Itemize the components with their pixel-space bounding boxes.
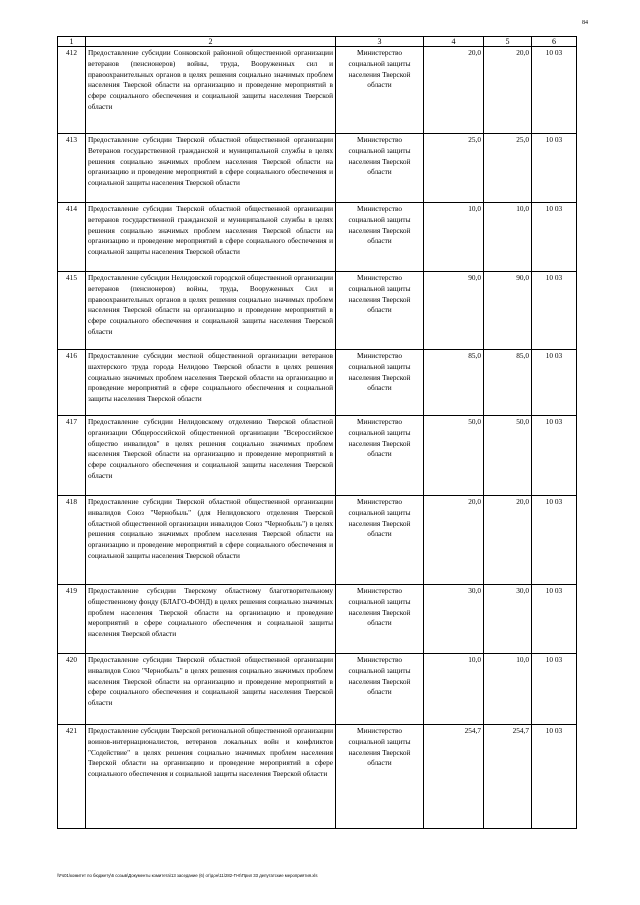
- row-description: Предоставление субсидии Тверской региональной общественной организации воинов-интернационалистов, ветеранов локальных войн и конфликтов "Содействие" в целях решения социально значимых проблем населения Тверской области на организацию и проведение мероприятий в сфере социального обеспечения и социальной защиты населения Тверской области: [86, 725, 336, 829]
- row-amount-1: 25,0: [424, 134, 484, 203]
- budget-table: [57, 36, 577, 829]
- row-amount-1: 20,0: [424, 47, 484, 134]
- table-row: [58, 47, 577, 134]
- row-amount-2: 10,0: [484, 654, 532, 725]
- column-header-6: 6: [532, 37, 577, 47]
- table-row: [58, 203, 577, 272]
- row-description: Предоставление субсидии Сонковской районной общественной организации ветеранов (пенсионеров) войны, труда, Вооруженных сил и правоохранительных органов в целях решения социально значимых проблем населения Тверской области на организацию и проведение мероприятий в сфере социального обеспечения и социальной защиты населения Тверской области: [86, 47, 336, 134]
- table-header-row: [58, 37, 577, 47]
- row-number: 420: [58, 654, 86, 725]
- row-amount-2: 90,0: [484, 272, 532, 350]
- row-number: 419: [58, 585, 86, 654]
- row-amount-2: 20,0: [484, 47, 532, 134]
- row-amount-2: 25,0: [484, 134, 532, 203]
- row-description: Предоставление субсидии Тверскому областному благотворительному общественному фонду (БЛАГО-ФОНД) в целях решения социально значимых проблем населения Тверской области на организацию и проведение мероприятий в сфере социального обеспечения и социальной защиты населения Тверской области: [86, 585, 336, 654]
- row-code: 10 03: [532, 203, 577, 272]
- row-organization: Министерство социальной защиты населения Тверской области: [336, 416, 424, 496]
- row-description: Предоставление субсидии Тверской областной общественной организации ветеранов государственной гражданской и муниципальной службы в целях решения социально значимых проблем населения Тверской области на организацию и проведение мероприятий в сфере социального обеспечения и социальной защиты населения Тверской области: [86, 203, 336, 272]
- row-description: Предоставление субсидии Нелидовской городской общественной организации ветеранов (пенсионеров) войны, труда, Вооруженных Сил и правоохранительных органов в целях решения социально значимых проблем населения Тверской области на организацию и проведение мероприятий в сфере социального обеспечения и социальной защиты населения Тверской области: [86, 272, 336, 350]
- row-amount-1: 10,0: [424, 203, 484, 272]
- row-description: Предоставление субсидии Тверской областной общественной организации Ветеранов государственной гражданской и муниципальной службы в целях решения социально значимых проблем населения Тверской области на организацию и проведение мероприятий в сфере социального обеспечения и социальной защиты населения Тверской области: [86, 134, 336, 203]
- row-description: Предоставление субсидии Тверской областной общественной организации инвалидов Союз "Чернобыль" в целях решения социально значимых проблем населения Тверской области на организацию и проведение мероприятий в сфере социального обеспечения и социальной защиты населения Тверской области: [86, 654, 336, 725]
- row-amount-2: 254,7: [484, 725, 532, 829]
- row-organization: Министерство социальной защиты населения Тверской области: [336, 272, 424, 350]
- row-code: 10 03: [532, 416, 577, 496]
- row-organization: Министерство социальной защиты населения Тверской области: [336, 134, 424, 203]
- row-description: Предоставление субсидии Нелидовскому отделению Тверской областной организации Общероссийской общественной организации "Всероссийское общество инвалидов" в целях решения социально значимых проблем населения Тверской области на организацию и проведение мероприятий в сфере социального обеспечения и социальной защиты населения Тверской области: [86, 416, 336, 496]
- column-header-4: 4: [424, 37, 484, 47]
- row-code: 10 03: [532, 134, 577, 203]
- row-organization: Министерство социальной защиты населения Тверской области: [336, 725, 424, 829]
- row-amount-1: 85,0: [424, 350, 484, 416]
- row-number: 417: [58, 416, 86, 496]
- row-amount-2: 50,0: [484, 416, 532, 496]
- row-amount-1: 20,0: [424, 496, 484, 585]
- row-organization: Министерство социальной защиты населения Тверской области: [336, 203, 424, 272]
- row-amount-2: 10,0: [484, 203, 532, 272]
- table-row: [58, 350, 577, 416]
- row-amount-2: 30,0: [484, 585, 532, 654]
- row-amount-1: 90,0: [424, 272, 484, 350]
- table-row: [58, 134, 577, 203]
- row-code: 10 03: [532, 47, 577, 134]
- row-code: 10 03: [532, 350, 577, 416]
- table-row: [58, 416, 577, 496]
- row-number: 415: [58, 272, 86, 350]
- row-code: 10 03: [532, 725, 577, 829]
- row-amount-1: 50,0: [424, 416, 484, 496]
- row-organization: Министерство социальной защиты населения Тверской области: [336, 496, 424, 585]
- file-path-footer: \\Fs01\комитет по бюджету\6 созыв\Документы комитета\13 заседание (6) от\дон\11\282-П-6\Прил 33 депутатские мероприятия.xls: [57, 873, 318, 878]
- row-number: 416: [58, 350, 86, 416]
- column-header-3: 3: [336, 37, 424, 47]
- row-amount-1: 30,0: [424, 585, 484, 654]
- column-header-1: 1: [58, 37, 86, 47]
- row-number: 421: [58, 725, 86, 829]
- row-organization: Министерство социальной защиты населения Тверской области: [336, 47, 424, 134]
- row-code: 10 03: [532, 585, 577, 654]
- row-amount-1: 10,0: [424, 654, 484, 725]
- row-organization: Министерство социальной защиты населения Тверской области: [336, 585, 424, 654]
- table-row: [58, 654, 577, 725]
- row-number: 418: [58, 496, 86, 585]
- page-number: 84: [582, 20, 588, 26]
- row-description: Предоставление субсидии Тверской областной общественной организации инвалидов Союз "Чернобыль" (для Нелидовского отделения Тверской областной общественной организации инвалидов Союз "Чернобыль") в целях решения социально значимых проблем населения Тверской области на организацию и проведение мероприятий в сфере социального обеспечения и социальной защиты населения Тверской области: [86, 496, 336, 585]
- row-code: 10 03: [532, 272, 577, 350]
- row-amount-2: 85,0: [484, 350, 532, 416]
- row-number: 414: [58, 203, 86, 272]
- row-amount-1: 254,7: [424, 725, 484, 829]
- row-amount-2: 20,0: [484, 496, 532, 585]
- table-row: [58, 725, 577, 829]
- table-row: [58, 272, 577, 350]
- row-number: 413: [58, 134, 86, 203]
- column-header-2: 2: [86, 37, 336, 47]
- row-code: 10 03: [532, 654, 577, 725]
- table-row: [58, 585, 577, 654]
- column-header-5: 5: [484, 37, 532, 47]
- row-description: Предоставление субсидии местной общественной организации ветеранов шахтерского труда города Нелидово Тверской области в целях решения социально значимых проблем населения Тверской области на организацию и проведение мероприятий в сфере социального обеспечения и социальной защиты населения Тверской области: [86, 350, 336, 416]
- row-number: 412: [58, 47, 86, 134]
- row-organization: Министерство социальной защиты населения Тверской области: [336, 654, 424, 725]
- row-organization: Министерство социальной защиты населения Тверской области: [336, 350, 424, 416]
- row-code: 10 03: [532, 496, 577, 585]
- table-row: [58, 496, 577, 585]
